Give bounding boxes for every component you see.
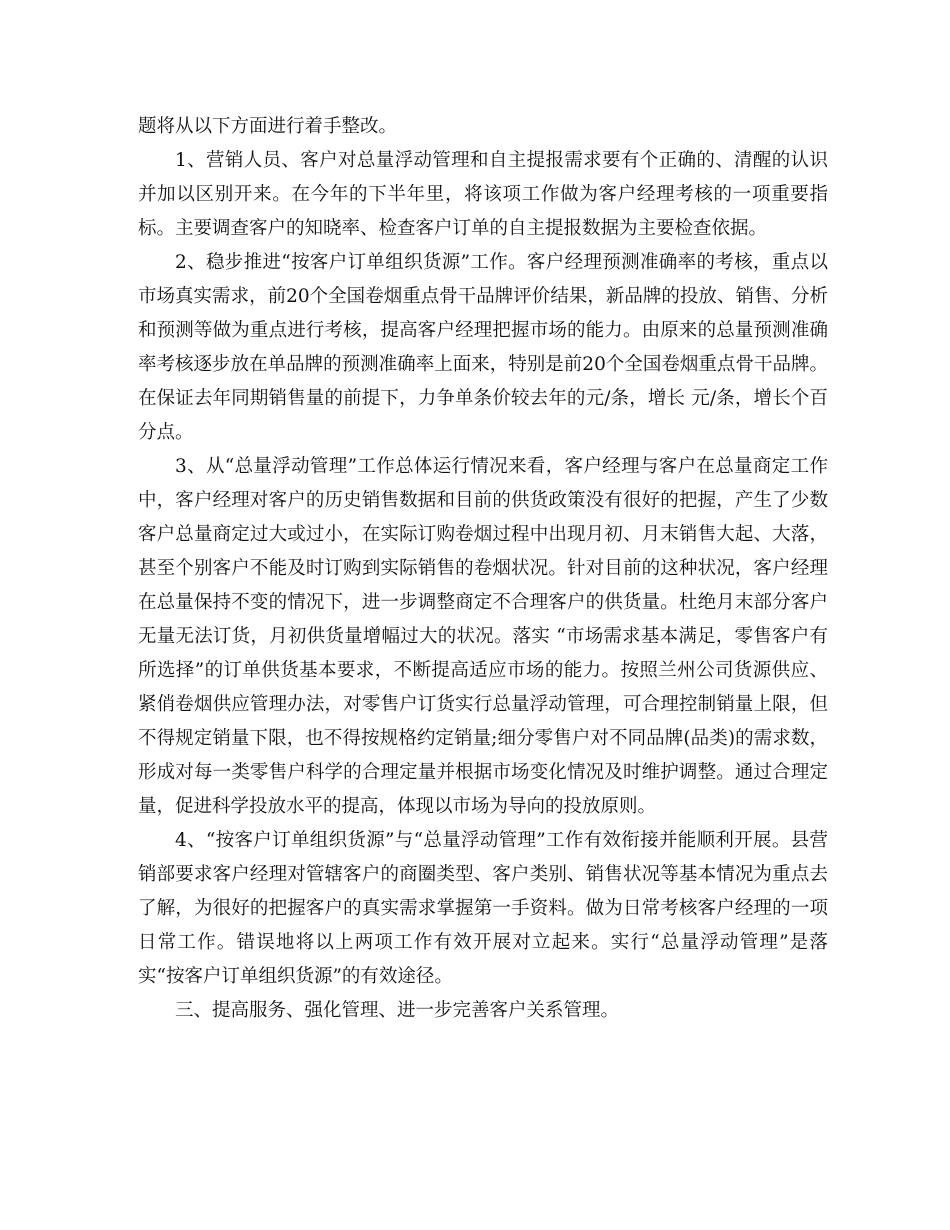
paragraph-item-1: 1、营销人员、客户对总量浮动管理和自主提报需求要有个正确的、清醒的认识并加以区别开来。在今年的下半年里，将该项工作做为客户经理考核的一项重要指标。主要调查客户的知晓率、检查客户订单的自主提报数据为主要检查依据。 bbox=[138, 150, 828, 239]
paragraph-item-4: 4、“按客户订单组织货源”与“总量浮动管理”工作有效衔接并能顺利开展。县营销部要求客户经理对管辖客户的商圈类型、客户类别、销售状况等基本情况为重点去了解，为很好的把握客户的真实需求掌握第一手资料。做为日常考核客户经理的一项日常工作。错误地将以上两项工作有效开展对立起来。实行“总量浮动管理”是落实“按客户订单组织货源”的有效途径。 bbox=[138, 830, 828, 987]
paragraph-item-3: 3、从“总量浮动管理”工作总体运行情况来看，客户经理与客户在总量商定工作中，客户经理对客户的历史销售数据和目前的供货政策没有很好的把握，产生了少数客户总量商定过大或过小，在实际订购卷烟过程中出现月初、月末销售大起、大落，甚至个别客户不能及时订购到实际销售的卷烟状况。针对目前的这种状况，客户经理在总量保持不变的情况下，进一步调整商定不合理客户的供货量。杜绝月末部分客户无量无法订货，月初供货量增幅过大的状况。落实 “市场需求基本满足，零售客户有所选择”的订单供货基本要求，不断提高适应市场的能力。按照兰州公司货源供应、紧俏卷烟供应管理办法，对零售户订货实行总量浮动管理，可合理控制销量上限，但不得规定销量下限，也不得按规格约定销量;细分零售户对不同品牌(品类)的需求数，形成对每一类零售户科学的合理定量并根据市场变化情况及时维护调整。通过合理定量，促进科学投放水平的提高，体现以市场为导向的投放原则。 bbox=[138, 456, 828, 817]
paragraph-continuation: 题将从以下方面进行着手整改。 bbox=[138, 116, 398, 137]
document-page bbox=[138, 110, 828, 1028]
paragraph-item-2: 2、稳步推进“按客户订单组织货源”工作。客户经理预测准确率的考核，重点以市场真实需求，前20个全国卷烟重点骨干品牌评价结果，新品牌的投放、销售、分析和预测等做为重点进行考核，提高客户经理把握市场的能力。由原来的总量预测准确率考核逐步放在单品牌的预测准确率上面来，特别是前20个全国卷烟重点骨干品牌。在保证去年同期销售量的前提下，力争单条价较去年的元/条，增长 元/条，增长个百分点。 bbox=[138, 252, 828, 443]
section-heading-3: 三、提高服务、强化管理、进一步完善客户关系管理。 bbox=[175, 1000, 620, 1021]
